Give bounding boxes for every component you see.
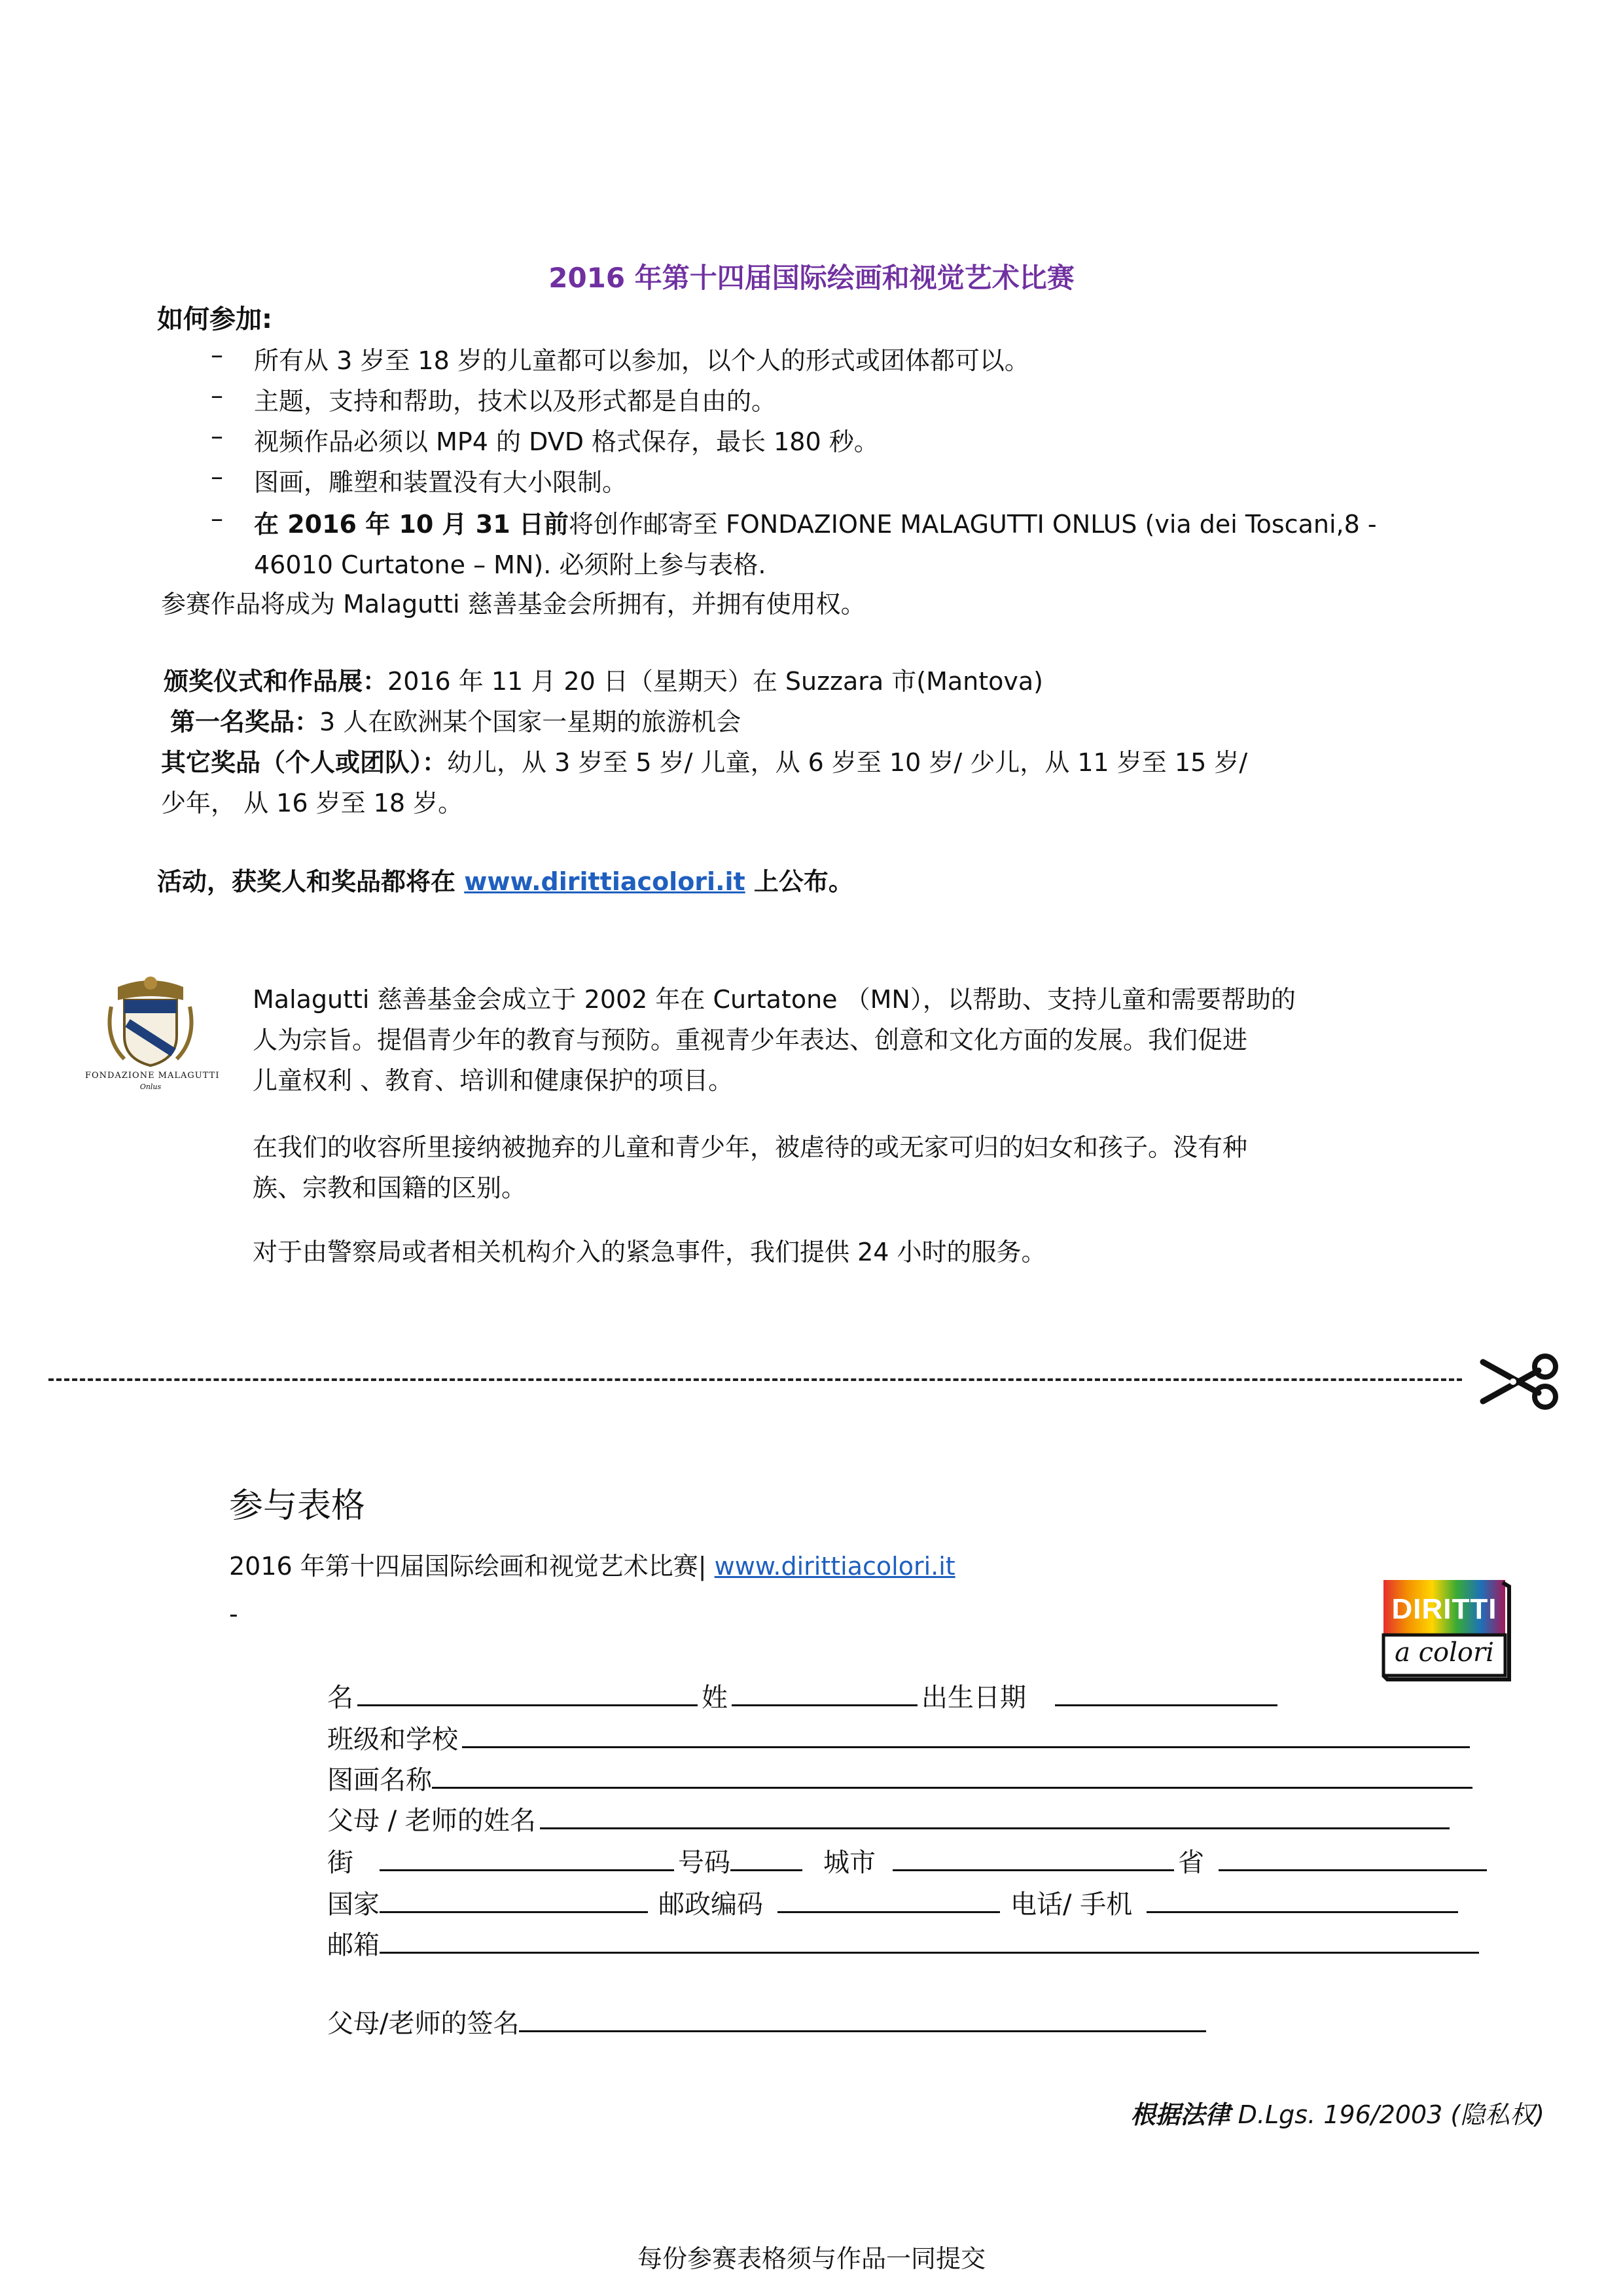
list-bullet: – [211,422,223,450]
first-prize-label: 第一名奖品： [170,708,320,736]
deadline-bold: 在 2016 年 10 月 31 日前 [254,510,569,539]
form-row-name [327,1677,1281,1714]
class-school-label: 班级和学校 [327,1725,458,1755]
ceremony-line [164,661,1043,697]
province-label: 省 [1178,1848,1204,1878]
street-label: 街 [327,1848,353,1878]
form-row-address [327,1842,1491,1879]
surname-field[interactable] [732,1679,918,1706]
ownership-text: 参赛作品将成为 Malagutti 慈善基金会所拥有，并拥有使用权。 [161,590,866,619]
other-prizes-text: 幼儿，从 3 岁至 5 岁/ 儿童，从 6 岁至 10 岁/ 少儿，从 11 岁至 15 岁/ [447,748,1248,777]
about-line: Malagutti 慈善基金会成立于 2002 年在 Curtatone （MN），以帮助、支持儿童和需要帮助的 [253,985,1296,1014]
announce-after: 上公布。 [745,867,853,896]
province-field[interactable] [1219,1844,1487,1871]
phone-label: 电话/ 手机 [1010,1890,1133,1920]
city-field[interactable] [893,1844,1174,1871]
email-label: 邮箱 [327,1930,380,1960]
dob-field[interactable] [1055,1679,1277,1706]
website-link[interactable]: www.dirittiacolori.it [464,867,745,896]
other-prizes-label: 其它奖品（个人或团队）： [161,748,448,777]
list-bullet: – [211,504,223,533]
parent-teacher-field[interactable] [540,1803,1450,1829]
form-title: 参与表格 [229,1486,366,1526]
form-row-email [327,1924,1483,1962]
form-subtitle [229,1546,955,1582]
coat-of-arms-icon [98,974,203,1072]
mailing-text-line2: 46010 Curtatone – MN). 必须附上参与表格. [254,550,766,579]
list-item: 视频作品必须以 MP4 的 DVD 格式保存，最长 180 秒。 [254,427,879,456]
artwork-field[interactable] [432,1762,1472,1789]
about-line: 对于由警察局或者相关机构介入的紧急事件，我们提供 24 小时的服务。 [253,1238,1046,1266]
signature-label: 父母/老师的签名 [327,2009,520,2039]
logo-caption-sub: Onlus [139,1083,162,1091]
list-bullet: – [211,381,223,410]
logo-caption: FONDAZIONE MALAGUTTI [85,1071,220,1081]
first-prize-text: 3 人在欧洲某个国家一星期的旅游机会 [319,708,741,736]
zip-field[interactable] [777,1886,1000,1913]
scissors-icon [1476,1352,1561,1414]
form-website-link[interactable]: www.dirittiacolori.it [714,1552,955,1581]
dob-label: 出生日期 [921,1683,1026,1713]
list-item: 所有从 3 岁至 18 岁的儿童都可以参加，以个人的形式或团体都可以。 [254,346,1029,375]
number-label: 号码 [678,1848,730,1878]
form-row-school [327,1719,1474,1756]
name-label: 名 [327,1683,353,1713]
phone-field[interactable] [1147,1886,1458,1913]
first-prize-line [170,702,741,738]
announce-line [157,861,853,897]
form-subtitle-text: 2016 年第十四届国际绘画和视觉艺术比赛| [229,1552,715,1581]
street-field[interactable] [380,1844,674,1871]
parent-teacher-label: 父母 / 老师的姓名 [327,1806,536,1836]
list-bullet: – [211,462,223,491]
signature-field[interactable] [519,2005,1206,2032]
how-to-participate-heading: 如何参加: [157,304,272,334]
diritti-a-colori-logo [1381,1577,1512,1682]
privacy-law-note [1131,2094,1544,2130]
name-field[interactable] [357,1679,698,1706]
about-line: 在我们的收容所里接纳被抛弃的儿童和青少年，被虐待的或无家可归的妇女和孩子。没有种 [253,1133,1248,1162]
city-label: 城市 [823,1848,876,1878]
country-label: 国家 [327,1890,380,1920]
form-row-artwork [327,1759,1476,1797]
email-field[interactable] [380,1927,1479,1954]
other-prizes-line2: 少年， 从 16 岁至 18 岁。 [161,789,463,817]
country-field[interactable] [380,1886,648,1913]
list-item: 主题，支持和帮助，技术以及形式都是自由的。 [254,387,777,416]
list-item [254,504,1377,540]
form-dash: - [229,1600,238,1628]
class-school-field[interactable] [462,1721,1470,1748]
form-row-signature [327,2003,1210,2040]
about-line: 人为宗旨。提倡青少年的教育与预防。重视青少年表达、创意和文化方面的发展。我们促进 [253,1026,1248,1054]
mailing-text: 将创作邮寄至 FONDAZIONE MALAGUTTI ONLUS (via dei Toscani,8 - [568,510,1377,539]
list-bullet: – [211,340,223,369]
brand-bottom-text: a colori [1395,1638,1494,1668]
form-row-country [327,1884,1462,1921]
privacy-law-label: 根据法律 [1130,2100,1230,2129]
number-field[interactable] [730,1844,802,1871]
about-line: 族、宗教和国籍的区别。 [253,1174,527,1202]
foundation-logo [85,974,220,1092]
announce-before: 活动，获奖人和奖品都将在 [157,867,465,896]
footer-note: 每份参赛表格须与作品一同提交 [637,2244,986,2273]
list-item: 图画，雕塑和装置没有大小限制。 [254,468,628,497]
form-row-parent [327,1800,1454,1837]
zip-label: 邮政编码 [658,1890,763,1920]
brand-top-text: DIRITTI [1391,1593,1497,1625]
page-title: 2016 年第十四届国际绘画和视觉艺术比赛 [548,262,1075,294]
about-line: 儿童权利 、教育、培训和健康保护的项目。 [253,1066,734,1095]
cut-line [48,1378,1462,1381]
artwork-label: 图画名称 [327,1765,432,1795]
ceremony-text: 2016 年 11 月 20 日（星期天）在 Suzzara 市(Mantova) [387,667,1044,696]
surname-label: 姓 [702,1683,728,1713]
privacy-law-text: D.Lgs. 196/2003 (隐私权) [1230,2100,1544,2129]
other-prizes-line [161,742,1247,778]
ceremony-label: 颁奖仪式和作品展： [164,667,388,696]
